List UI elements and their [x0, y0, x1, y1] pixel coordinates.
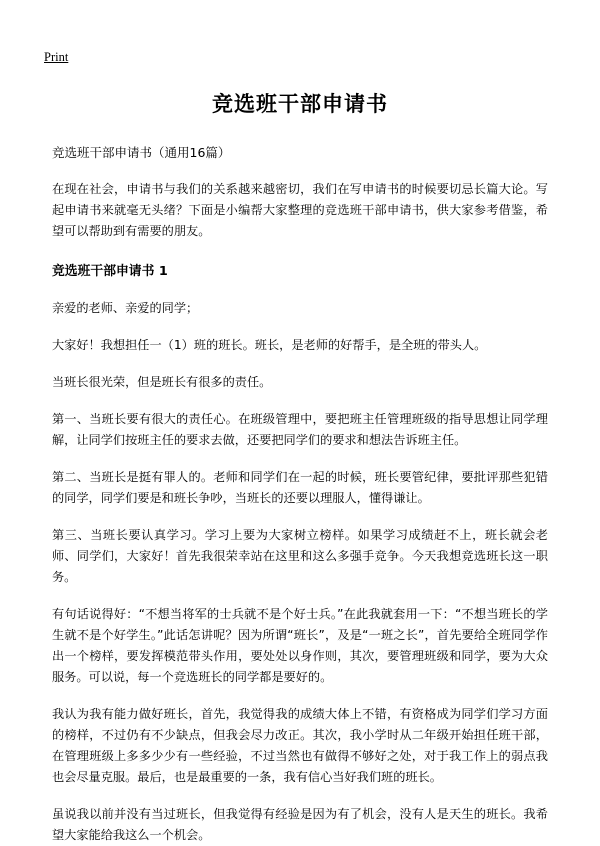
document-subtitle: 竞选班干部申请书（通用16篇）	[52, 145, 231, 161]
paragraph-8: 我认为我有能力做好班长，首先，我觉得我的成绩大体上不错，有资格成为同学们学习方面的榜样，不过仍有不少缺点，但我会尽力改正。其次，我小学时从二年级开始担任班干部，在管理班级上多多少少有一些经验，不过当然也有做得不够好之处，对于我工作上的弱点我也会尽量克服。最后，也是最重要的一条，我有信心当好我们班的班长。	[52, 707, 548, 785]
paragraph-7: 有句话说得好：“不想当将军的士兵就不是个好士兵。”在此我就套用一下：“不想当班长的学生就不是个好学生。”此话怎讲呢？因为所谓“班长”，及是“一班之长”，首先要给全班同学作出一个榜样，要发挥模范带头作用，要处处以身作则，其次，要管理班级和同学，要为大众服务。可以说，每一个竞选班长的同学都是要好的。	[52, 607, 548, 685]
paragraph-2: 大家好！我想担任一（1）班的班长。班长，是老师的好帮手，是全班的带头人。	[52, 338, 487, 353]
paragraph-3: 当班长很光荣，但是班长有很多的责任。	[52, 375, 272, 390]
paragraph-5: 第二、当班长是挺有罪人的。老师和同学们在一起的时候，班长要管纪律，要批评那些犯错的同学，同学们要是和班长争吵，当班长的还要以理服人，懂得谦让。	[52, 470, 548, 506]
paragraph-4: 第一、当班长要有很大的责任心。在班级管理中，要把班主任管理班级的指导思想让同学理解，让同学们按班主任的要求去做，还要把同学们的要求和想法告诉班主任。	[52, 412, 548, 448]
paragraph-1: 亲爱的老师、亲爱的同学；	[52, 301, 199, 316]
intro-paragraph: 在现在社会，申请书与我们的关系越来越密切，我们在写申请书的时候要切忌长篇大论。写起申请书来就毫无头绪？下面是小编帮大家整理的竞选班干部申请书，供大家参考借鉴，希望可以帮助到有需要的朋友。	[52, 182, 548, 239]
page-title: 竞选班干部申请书	[212, 92, 388, 116]
section-heading: 竞选班干部申请书 1	[52, 264, 168, 279]
paragraph-9: 虽说我以前并没有当过班长，但我觉得有经验是因为有了机会，没有人是天生的班长。我希望大家能给我这么一个机会。	[52, 807, 548, 843]
paragraph-6: 第三、当班长要认真学习。学习上要为大家树立榜样。如果学习成绩赶不上，班长就会老师、同学们，大家好！首先我很荣幸站在这里和这么多强手竞争。今天我想竞选班长这一职务。	[52, 528, 548, 585]
print-link[interactable]: Print	[44, 50, 69, 64]
